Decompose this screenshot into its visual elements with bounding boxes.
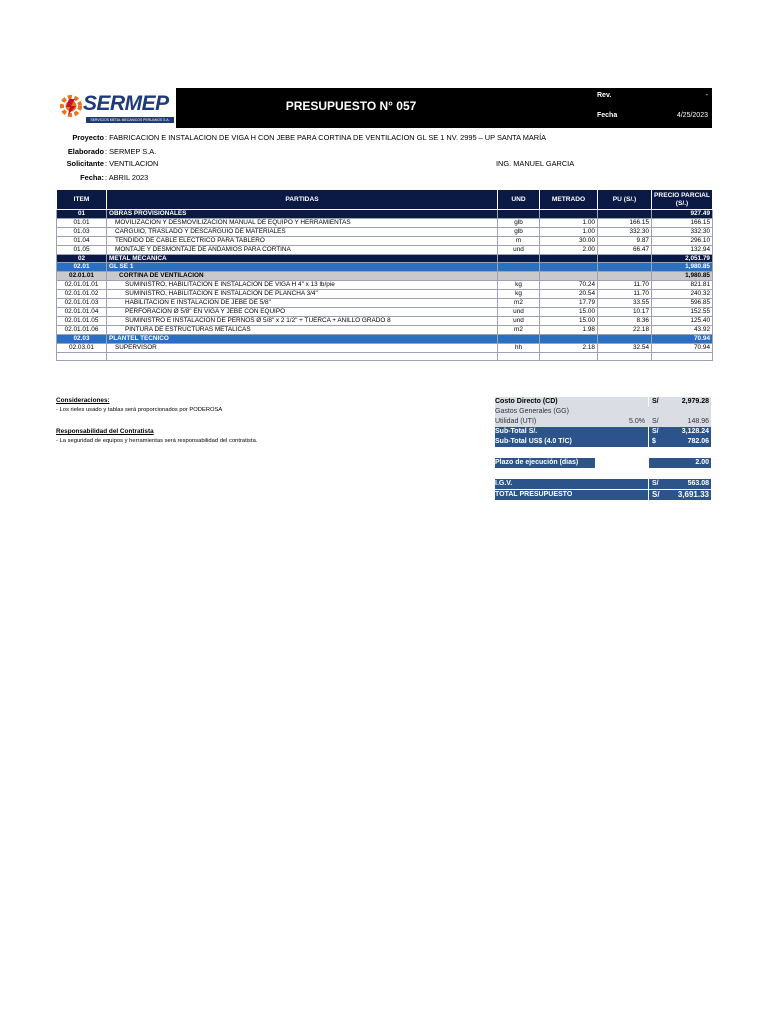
header-date-value: 4/25/2023 [676,112,708,119]
cell-item: 02 [57,254,107,263]
table-row [57,254,713,263]
cell-description: MOVILIZACION Y DESMOVILIZACION MANUAL DE EQUIPO Y HERRAMIENTAS [107,218,498,227]
rev-value: - [705,92,708,99]
document-title: PRESUPUESTO N° 057 [285,99,417,113]
plazo-label: Plazo de ejecución (dias) [495,458,595,468]
cell-unit-price [598,334,652,343]
cell-partial-price: 2,051.79 [652,254,713,263]
igv-cell [649,479,711,489]
cd-currency: S/ [652,398,659,405]
header-date-label: Fecha [597,112,618,119]
cell-unit-price: 11.70 [598,281,652,290]
cell-partial-price: 132.94 [652,245,713,254]
cell-unit-price [598,272,652,281]
cell-item: 01.05 [57,245,107,254]
gear-logo-icon [59,91,85,121]
cell-item: 02.03 [57,334,107,343]
cell-description: PINTURA DE ESTRUCTURAS METALICAS [107,325,498,334]
cell-description: SUMINISTRO E INSTALACION DE PERNOS Ø 5/8" x 2 1/2" + TUERCA + ANILLO GRADO 8 [107,316,498,325]
uti-currency: S/ [652,418,659,425]
cell-partial-price: 596.85 [652,299,713,308]
igv-label: I.G.V. [495,479,648,489]
subtotal-currency: S/ [652,428,659,435]
cell-item: 01 [57,210,107,219]
cell-item: 02.01.01 [57,272,107,281]
cell-quantity [540,263,598,272]
cell-unit: glb [498,227,540,236]
cell-item: 02.01 [57,263,107,272]
cell-unit-price: 66.47 [598,245,652,254]
igv-value: 563.08 [687,480,709,487]
table-header-row [57,190,713,210]
col-header-partidas: PARTIDAS [107,190,498,210]
cell-quantity: 2.00 [540,245,598,254]
cell-partial-price: 1,980.85 [652,272,713,281]
cell-unit: glb [498,218,540,227]
proyecto-value: : FABRICACION E INSTALACION DE VIGA H CON JEBE PARA CORTINA DE VENTILACION GL SE 1 NV. 2995 – UP SANTA MARÍA [105,133,547,142]
cell-unit-price: 10.17 [598,307,652,316]
col-header-pu: PU (S/.) [598,190,652,210]
cell-description: GL SE 1 [107,263,498,272]
cell-unit-price [598,254,652,263]
subtotal-usd-cell [649,437,711,447]
responsabilidad-text: - La seguridad de equipos y herramientas será responsabilidad del contratista. [56,438,258,444]
cell-quantity: 2.18 [540,343,598,352]
cell-unit [498,263,540,272]
cell-quantity: 70.24 [540,281,598,290]
col-header-und: UND [498,190,540,210]
cell-unit: kg [498,290,540,299]
subtotal-usd-value: 782.06 [687,438,709,445]
rev-label: Rev. [597,92,612,99]
table-row [57,334,713,343]
table-row [57,245,713,254]
cell-unit: m2 [498,325,540,334]
cell-partial-price: 43.92 [652,325,713,334]
logo-tagline: SERVICIOS METAL MECANICOS PERUANOS S.A. [86,117,174,123]
cell-item: 01.03 [57,227,107,236]
cell-quantity: 1.00 [540,218,598,227]
table-row [57,210,713,219]
cell-partial-price: 296.10 [652,236,713,245]
plazo-value: 2.00 [649,458,711,468]
cell-description: SUMINISTRO, HABILITACION E INSTALACION DE PLANCHA 3/4" [107,290,498,299]
cell-description: SUMINISTRO, HABILITACION E INSTALACION DE VIGA H 4" x 13 lb/pie [107,281,498,290]
subtotal-usd-label: Sub-Total US$ (4.0 T/C) [495,437,648,447]
cell-quantity [540,210,598,219]
cell-unit [498,334,540,343]
logo-wordmark: SERMEP [83,92,169,115]
consideraciones-title: Consideraciones: [56,397,110,404]
igv-currency: S/ [652,480,659,487]
cell-description: METAL MECANICA [107,254,498,263]
table-row [57,281,713,290]
fecha-label: Fecha: [80,173,104,182]
col-header-metrado: METRADO [540,190,598,210]
table-row [57,290,713,299]
budget-table [56,189,713,361]
cell-item: 02.01.01.04 [57,307,107,316]
table-row [57,218,713,227]
col-header-item: ITEM [57,190,107,210]
col-header-parcial: PRECIO PARCIAL (S/.) [652,190,713,210]
cell-quantity: 17.79 [540,299,598,308]
cell-description: PLANTEL TECNICO [107,334,498,343]
cell-unit [498,272,540,281]
table-row [57,272,713,281]
cell-quantity: 15.00 [540,316,598,325]
subtotal-label: Sub-Total S/. [495,427,648,437]
cell-partial-price: 152.55 [652,307,713,316]
consideraciones-text: - Los rieles usado y tablas será proporcionados por PODEROSA [56,407,223,413]
cell-partial-price [652,352,713,361]
table-row [57,343,713,352]
cd-cell [649,397,711,407]
cell-partial-price: 240.32 [652,290,713,299]
cell-description: MONTAJE Y DESMONTAJE DE ANDAMIOS PARA CORTINA [107,245,498,254]
elaborado-value: : SERMEP S.A. [105,147,157,156]
cell-unit: m [498,236,540,245]
fecha-value: : ABRIL 2023 [105,173,149,182]
table-row [57,316,713,325]
cell-unit [498,352,540,361]
total-value: 3,691.33 [677,490,709,499]
cell-quantity: 1.98 [540,325,598,334]
cell-item: 02.01.01.01 [57,281,107,290]
cell-unit-price: 9.87 [598,236,652,245]
table-row [57,299,713,308]
cell-partial-price: 821.81 [652,281,713,290]
cell-description: TENDIDO DE CABLE ELECTRICO PARA TABLERO [107,236,498,245]
cell-item: 01.04 [57,236,107,245]
cell-quantity: 30.00 [540,236,598,245]
cell-unit-price: 8.36 [598,316,652,325]
cell-unit-price: 32.54 [598,343,652,352]
gg-label: Gastos Generales (GG) [495,407,711,417]
cell-quantity [540,272,598,281]
cell-unit-price: 166.15 [598,218,652,227]
subtotal-value: 3,128.24 [681,428,709,435]
cell-item: 02.01.01.03 [57,299,107,308]
cell-unit: und [498,307,540,316]
elaborado-label: Elaborado [67,147,104,156]
cell-unit [498,254,540,263]
cell-unit-price: 332.30 [598,227,652,236]
cd-value: 2,979.28 [681,398,709,405]
table-row [57,227,713,236]
responsabilidad-title: Responsabilidad del Contratista [56,428,154,435]
cell-unit: und [498,245,540,254]
cell-description: SUPERVISOR [107,343,498,352]
cell-unit-price: 33.55 [598,299,652,308]
cell-quantity [540,254,598,263]
cell-unit: m2 [498,299,540,308]
cell-unit: hh [498,343,540,352]
cell-item: 02.03.01 [57,343,107,352]
cell-unit-price: 11.70 [598,290,652,299]
cell-unit-price [598,352,652,361]
proyecto-label: Proyecto [72,133,104,142]
cell-quantity: 20.54 [540,290,598,299]
cell-partial-price: 332.30 [652,227,713,236]
solicitante-value: : VENTILACION [105,159,159,168]
cell-description [107,352,498,361]
cell-partial-price: 70.94 [652,343,713,352]
total-cell [649,490,711,500]
cell-description: HABILITACION E INSTALACION DE JEBE DE 5/8" [107,299,498,308]
cell-description: CORTINA DE VENTILACION [107,272,498,281]
cell-quantity [540,334,598,343]
cell-quantity: 1.00 [540,227,598,236]
cell-partial-price: 125.40 [652,316,713,325]
table-row [57,236,713,245]
subtotal-cell [649,427,711,437]
document-header [56,88,712,128]
uti-pct: 5.0% [629,418,645,425]
contact-name: ING. MANUEL GARCIA [496,159,575,168]
cell-unit: und [498,316,540,325]
cell-item [57,352,107,361]
company-logo [56,88,176,128]
total-label: TOTAL PRESUPUESTO [495,490,648,500]
cell-description: OBRAS PROVISIONALES [107,210,498,219]
table-row [57,307,713,316]
cell-partial-price: 166.15 [652,218,713,227]
cell-item: 01.01 [57,218,107,227]
cell-description: CARGUIO, TRASLADO Y DESCARGUIO DE MATERIALES [107,227,498,236]
cell-unit-price [598,210,652,219]
subtotal-usd-currency: $ [652,438,656,445]
table-row [57,352,713,361]
cell-description: PERFORACION Ø 5/8" EN VIGA Y JEBE CON EQUIPO [107,307,498,316]
cell-item: 02.01.01.06 [57,325,107,334]
cell-item: 02.01.01.05 [57,316,107,325]
cell-unit [498,210,540,219]
table-row [57,263,713,272]
uti-value: 148.96 [687,418,709,425]
cell-unit-price [598,263,652,272]
cell-quantity [540,352,598,361]
cell-partial-price: 70.94 [652,334,713,343]
cell-quantity: 15.00 [540,307,598,316]
uti-label: Utilidad (UTI) [495,418,537,425]
cell-item: 02.01.01.02 [57,290,107,299]
cell-partial-price: 1,980.85 [652,263,713,272]
table-row [57,325,713,334]
table-body [57,210,713,361]
total-currency: S/ [652,490,660,499]
cd-label: Costo Directo (CD) [495,397,648,407]
solicitante-label: Solicitante [66,159,104,168]
cell-unit-price: 22.18 [598,325,652,334]
uti-row [495,417,711,427]
cell-unit: kg [498,281,540,290]
cell-partial-price: 927.49 [652,210,713,219]
